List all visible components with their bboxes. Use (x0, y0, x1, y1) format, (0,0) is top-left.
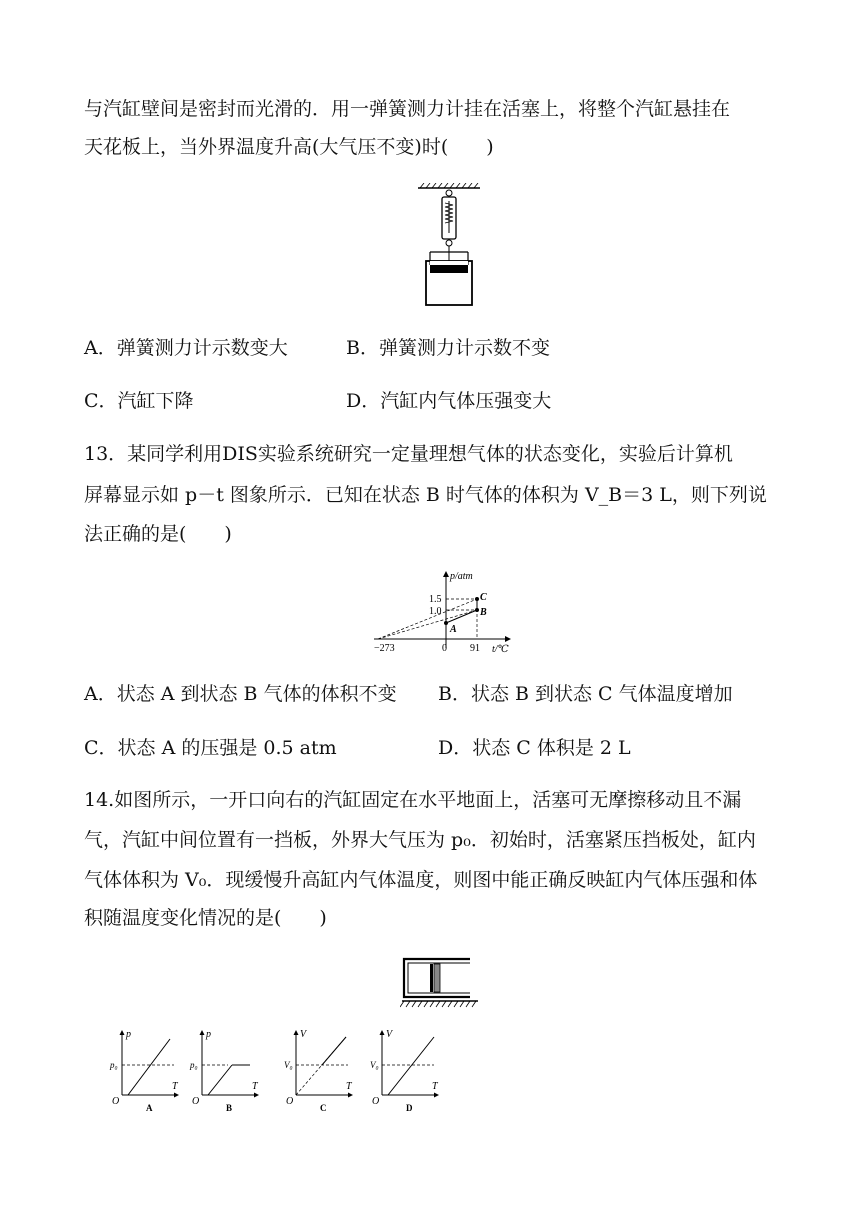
graph-c-origin: O (286, 1096, 294, 1107)
graph-a (109, 1029, 179, 1113)
graph-c-y-label: V (300, 1029, 307, 1040)
q14-answer-graphs (108, 1025, 448, 1120)
tick-91: 91 (470, 643, 480, 654)
point-b-label: B (480, 607, 487, 618)
q14-text-line2: 气，汽缸中间位置有一挡板，外界大气压为 p₀．初始时，活塞紧压挡板处，缸内 (84, 829, 756, 851)
t-axis-label: t/℃ (492, 644, 509, 655)
q13-option-c: C．状态 A 的压强是 0.5 atm (84, 737, 337, 759)
q14-text-line4: 积随温度变化情况的是( ) (84, 907, 327, 929)
graph-c-x-label: T (346, 1081, 352, 1092)
p-t-graph (368, 568, 518, 658)
graph-d-origin: O (372, 1096, 380, 1107)
q13-option-a: A．状态 A 到状态 B 气体的体积不变 (84, 683, 397, 705)
graph-c-label: C (320, 1103, 327, 1113)
graph-a-y-label: p (126, 1029, 131, 1040)
q14-text-line3: 气体体积为 V₀．现缓慢升高缸内气体温度，则图中能正确反映缸内气体压强和体 (84, 869, 758, 891)
graph-d-y-label: V (386, 1029, 393, 1040)
point-a-label: A (450, 624, 457, 635)
graph-a-ref-label: p₀ (110, 1060, 118, 1070)
graph-b-x-label: T (252, 1081, 258, 1092)
q12-text-line1: 与汽缸壁间是密封而光滑的．用一弹簧测力计挂在活塞上，将整个汽缸悬挂在 (84, 98, 731, 120)
horizontal-cylinder-figure (400, 955, 480, 1011)
point-c-label: C (480, 592, 487, 603)
q12-text-line2: 天花板上，当外界温度升高(大气压不变)时( ) (84, 136, 494, 158)
graph-c (284, 1029, 353, 1113)
graph-d-x-label: T (432, 1081, 438, 1092)
graph-a-origin: O (112, 1096, 120, 1107)
q14-text-line1: 14.如图所示，一开口向右的汽缸固定在水平地面上，活塞可无摩擦移动且不漏 (84, 789, 742, 811)
q13-option-d: D．状态 C 体积是 2 L (438, 737, 631, 759)
spring-balance-cylinder-figure (414, 183, 484, 308)
graph-b-origin: O (192, 1096, 200, 1107)
graph-b-y-label: p (206, 1029, 211, 1040)
tick-1-5: 1.5 (429, 594, 442, 605)
tick-1-0: 1.0 (429, 606, 442, 617)
p-axis-label: p/atm (450, 571, 473, 582)
q12-option-c: C．汽缸下降 (84, 390, 194, 412)
tick-neg-273: −273 (374, 643, 395, 654)
q12-option-a: A．弹簧测力计示数变大 (84, 337, 288, 359)
graph-d-label: D (406, 1103, 413, 1113)
q12-option-d: D．汽缸内气体压强变大 (346, 390, 552, 412)
graph-d-ref-label: V₀ (370, 1060, 379, 1070)
graph-b-label: B (226, 1103, 233, 1113)
q13-option-b: B．状态 B 到状态 C 气体温度增加 (438, 683, 733, 705)
graph-b (189, 1029, 259, 1113)
q13-text-line1: 13．某同学利用DIS实验系统研究一定量理想气体的状态变化，实验后计算机 (84, 443, 733, 465)
tick-0: 0 (442, 643, 447, 654)
graph-b-ref-label: p₀ (190, 1060, 198, 1070)
q13-text-line2: 屏幕显示如 p－t 图象所示．已知在状态 B 时气体的体积为 V_B＝3 L，则下列说 (84, 484, 767, 506)
q13-text-line3: 法正确的是( ) (84, 523, 232, 545)
graph-a-label: A (146, 1103, 153, 1113)
graph-a-x-label: T (172, 1081, 178, 1092)
graph-d (370, 1029, 439, 1113)
graph-c-ref-label: V₀ (284, 1060, 293, 1070)
q12-option-b: B．弹簧测力计示数不变 (346, 337, 550, 359)
